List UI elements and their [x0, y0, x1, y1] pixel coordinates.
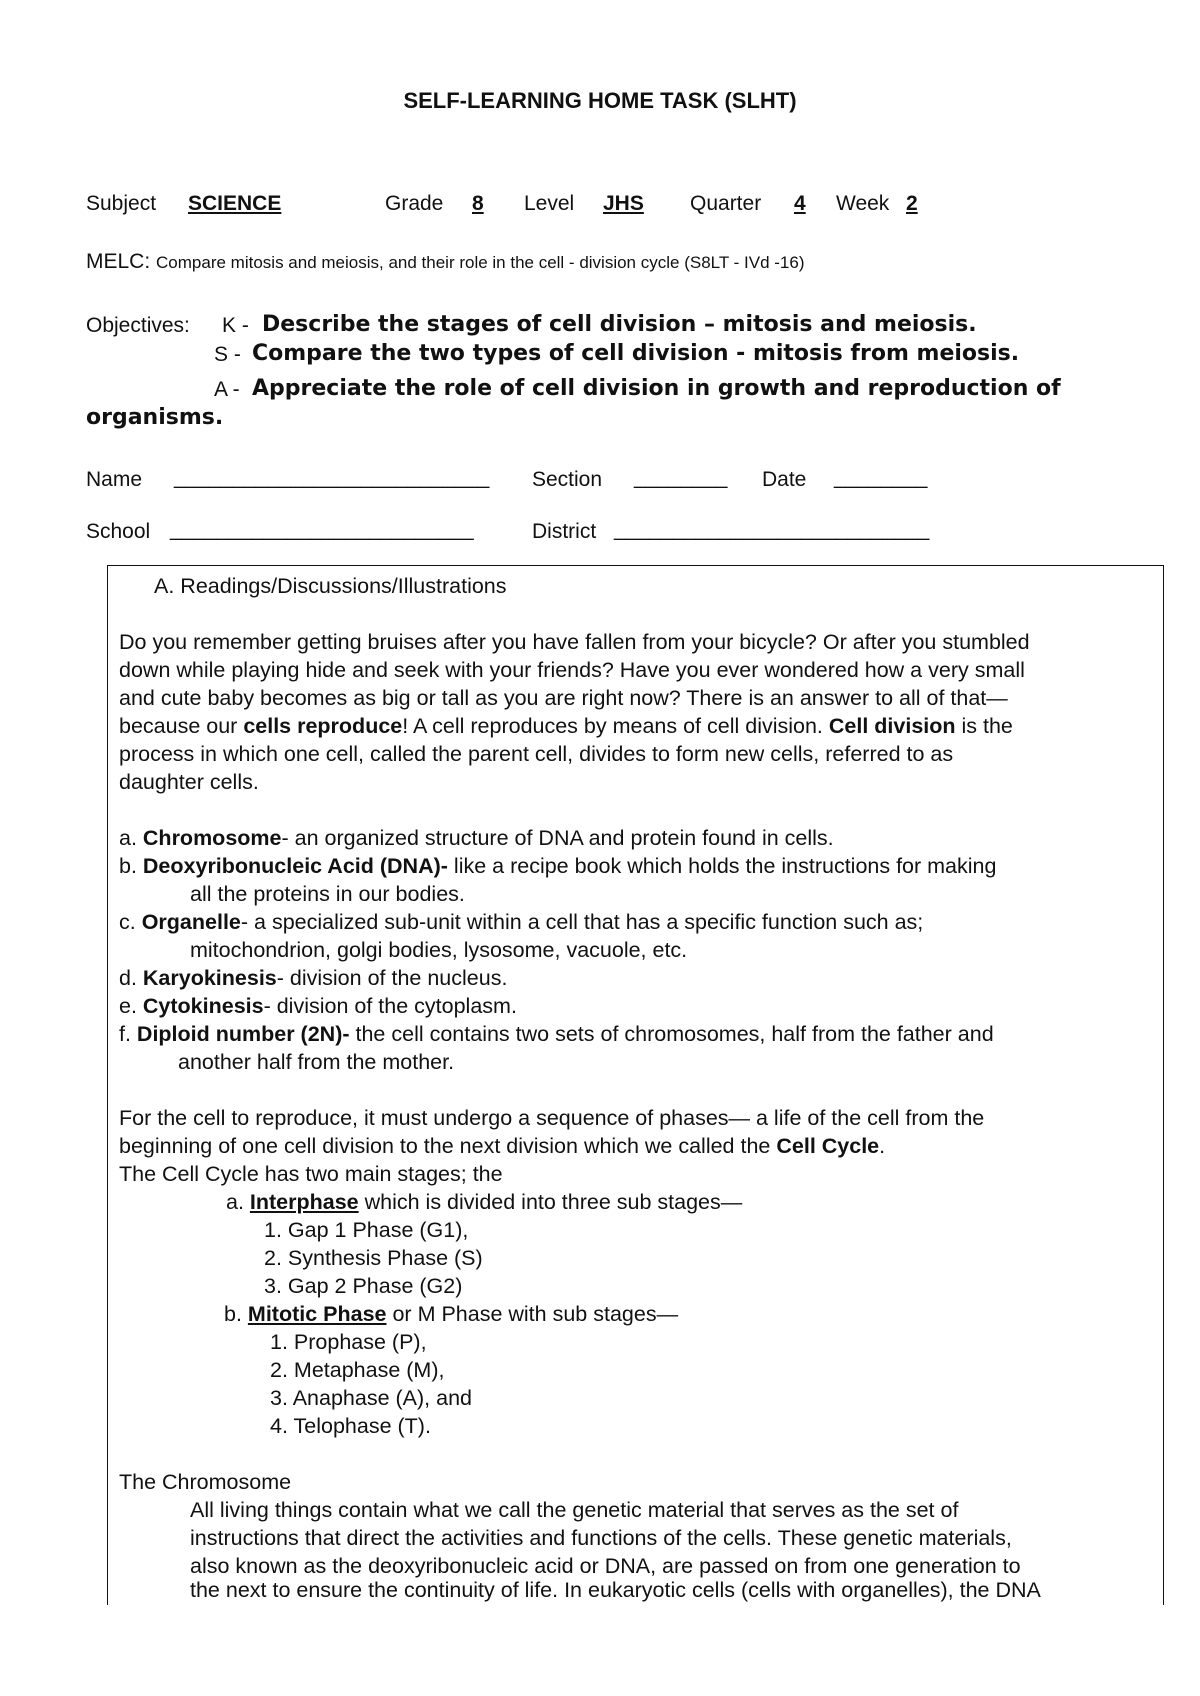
section-heading: A. Readings/Discussions/Illustrations — [154, 574, 507, 598]
mitotic-item: 3. Anaphase (A), and — [270, 1386, 473, 1410]
term-name: Deoxyribonucleic Acid (DNA)- — [142, 854, 448, 878]
mitotic-term: Mitotic Phase — [247, 1302, 387, 1326]
term-definition: the cell contains two sets of chromosomes, half from the father and — [349, 1022, 994, 1046]
term-name: Organelle — [141, 910, 241, 934]
objectives-label: Objectives: — [86, 314, 190, 337]
section-field[interactable]: ________ — [634, 466, 728, 489]
intro-text: ! A cell reproduces by means of cell division. — [402, 714, 829, 738]
chromosome-line: the next to ensure the continuity of life. In eukaryotic cells (cells with organelles), the DNA — [190, 1578, 1041, 1602]
term-definition: - division of the nucleus. — [276, 966, 508, 990]
school-label: School — [86, 520, 151, 543]
interphase-desc: which is divided into three sub stages— — [358, 1190, 743, 1214]
document-title: SELF-LEARNING HOME TASK (SLHT) — [403, 88, 797, 113]
term-name: Diploid number (2N)- — [136, 1022, 350, 1046]
intro-line — [119, 712, 1013, 740]
level-value: JHS — [603, 192, 644, 215]
term-organelle-cont: mitochondrion, golgi bodies, lysosome, vacuole, etc. — [190, 938, 688, 962]
interphase-item: 3. Gap 2 Phase (G2) — [264, 1274, 463, 1298]
interphase-item: 2. Synthesis Phase (S) — [264, 1246, 483, 1270]
mitotic-item: 4. Telophase (T). — [270, 1414, 431, 1438]
district-label: District — [532, 520, 597, 543]
chromosome-line: instructions that direct the activities and functions of the cells. These genetic materials, — [190, 1526, 1012, 1550]
intro-line: Do you remember getting bruises after you have fallen from your bicycle? Or after you stumbled — [119, 630, 1030, 654]
term-definition: - a specialized sub-unit within a cell that has a specific function such as; — [240, 910, 924, 934]
objective-s-prefix: S - — [214, 343, 241, 366]
mitotic-item: 2. Metaphase (M), — [270, 1358, 445, 1382]
term-cytokinesis — [119, 992, 517, 1020]
intro-line: daughter cells. — [119, 770, 259, 794]
date-field[interactable]: ________ — [834, 466, 928, 489]
interphase-term: Interphase — [249, 1190, 359, 1214]
term-organelle — [119, 908, 923, 936]
cycle-line: For the cell to reproduce, it must undergo a sequence of phases— a life of the cell from the — [119, 1106, 985, 1130]
objective-a-text-cont: organisms. — [86, 405, 224, 430]
term-definition: like a recipe book which holds the instructions for making — [447, 854, 997, 878]
cycle-text: beginning of one cell division to the next division which we called the — [119, 1134, 777, 1158]
term-dna-cont: all the proteins in our bodies. — [190, 882, 465, 906]
grade-value: 8 — [472, 192, 484, 215]
melc — [86, 250, 805, 274]
name-label: Name — [86, 468, 143, 491]
district-field[interactable]: ___________________________ — [614, 518, 930, 541]
term-name: Karyokinesis — [142, 966, 277, 990]
quarter-value: 4 — [794, 192, 806, 215]
intro-bold-term: cells reproduce — [243, 714, 403, 738]
term-letter: b. — [119, 854, 143, 878]
term-letter: c. — [119, 910, 142, 934]
mitotic-heading — [224, 1300, 678, 1328]
objective-a-text: Appreciate the role of cell division in growth and reproduction of — [252, 376, 1061, 401]
mitotic-desc: or M Phase with sub stages— — [386, 1302, 679, 1326]
intro-line: process in which one cell, called the parent cell, divides to form new cells, referred to as — [119, 742, 954, 766]
subject-label: Subject — [86, 192, 157, 215]
list-marker: a. — [226, 1190, 250, 1214]
subject-value: SCIENCE — [188, 192, 282, 215]
week-value: 2 — [906, 192, 918, 215]
chromosome-heading: The Chromosome — [119, 1470, 292, 1494]
chromosome-line: All living things contain what we call the genetic material that serves as the set of — [190, 1498, 959, 1522]
term-name: Cytokinesis — [142, 994, 264, 1018]
grade-label: Grade — [385, 192, 444, 215]
school-field[interactable]: __________________________ — [170, 518, 474, 541]
chromosome-line: also known as the deoxyribonucleic acid or DNA, are passed on from one generation to — [190, 1554, 1021, 1578]
content-box — [107, 565, 1164, 1605]
section-label: Section — [532, 468, 603, 491]
objective-s-text: Compare the two types of cell division - mitosis from meiosis. — [252, 341, 1020, 366]
term-dna — [119, 852, 996, 880]
term-letter: a. — [119, 826, 143, 850]
quarter-label: Quarter — [690, 192, 762, 215]
term-letter: e. — [119, 994, 143, 1018]
cycle-bold-term: Cell Cycle — [776, 1134, 880, 1158]
list-marker: b. — [224, 1302, 248, 1326]
interphase-heading — [226, 1188, 742, 1216]
term-definition: - an organized structure of DNA and protein found in cells. — [281, 826, 834, 850]
intro-bold-term: Cell division — [828, 714, 956, 738]
interphase-item: 1. Gap 1 Phase (G1), — [264, 1218, 469, 1242]
melc-label: MELC: — [86, 250, 151, 273]
cycle-line — [119, 1132, 885, 1160]
cycle-text: . — [879, 1134, 886, 1158]
name-field[interactable]: ___________________________ — [174, 466, 490, 489]
objective-a-prefix: A - — [214, 378, 240, 401]
cycle-line: The Cell Cycle has two main stages; the — [119, 1162, 503, 1186]
term-diploid — [119, 1020, 994, 1048]
intro-text: is the — [955, 714, 1013, 738]
melc-text: Compare mitosis and meiosis, and their role in the cell - division cycle (S8LT - IVd -16) — [156, 253, 805, 272]
term-letter: f. — [119, 1022, 137, 1046]
intro-text: because our — [119, 714, 244, 738]
date-label: Date — [762, 468, 807, 491]
intro-line: and cute baby becomes as big or tall as you are right now? There is an answer to all of that— — [119, 686, 1008, 710]
term-chromosome — [119, 824, 834, 852]
term-diploid-cont: another half from the mother. — [178, 1050, 455, 1074]
objective-k-prefix: K - — [222, 314, 249, 337]
term-name: Chromosome — [142, 826, 282, 850]
week-label: Week — [836, 192, 890, 215]
objective-k-text: Describe the stages of cell division – mitosis and meiosis. — [262, 312, 977, 337]
term-definition: - division of the cytoplasm. — [263, 994, 517, 1018]
term-letter: d. — [119, 966, 143, 990]
level-label: Level — [524, 192, 575, 215]
intro-line: down while playing hide and seek with your friends? Have you ever wondered how a very small — [119, 658, 1025, 682]
mitotic-item: 1. Prophase (P), — [270, 1330, 427, 1354]
term-karyokinesis — [119, 964, 507, 992]
